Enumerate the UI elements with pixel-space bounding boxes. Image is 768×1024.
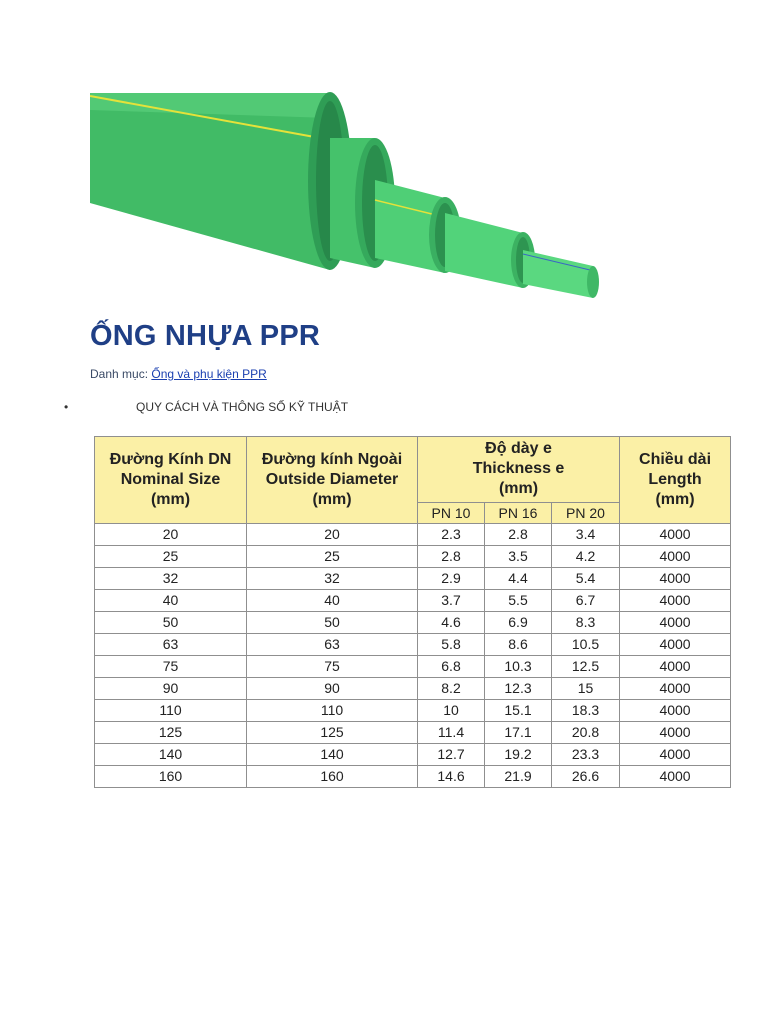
table-cell: 15.1: [485, 700, 552, 722]
table-cell: 4000: [620, 634, 731, 656]
spec-table-body: [95, 524, 731, 788]
table-cell: 90: [95, 678, 247, 700]
header-line: (mm): [150, 491, 191, 508]
table-row: [95, 568, 731, 590]
table-row: [95, 656, 731, 678]
table-cell: 110: [247, 700, 418, 722]
table-cell: 4.6: [418, 612, 485, 634]
header-length: [620, 437, 731, 524]
table-cell: 8.2: [418, 678, 485, 700]
header-line: (mm): [655, 491, 695, 508]
table-cell: 4000: [620, 700, 731, 722]
header-line: Đường kính Ngoài: [261, 451, 403, 468]
header-line: (mm): [312, 491, 352, 508]
table-cell: 3.4: [552, 524, 620, 546]
table-cell: 11.4: [418, 722, 485, 744]
table-cell: 20: [95, 524, 247, 546]
table-row: [95, 766, 731, 788]
table-cell: 8.3: [552, 612, 620, 634]
table-cell: 2.8: [418, 546, 485, 568]
table-cell: 12.5: [552, 656, 620, 678]
header-line: (mm): [498, 480, 539, 498]
header-line: Thickness e: [472, 460, 565, 478]
table-row: [95, 546, 731, 568]
table-cell: 19.2: [485, 744, 552, 766]
table-cell: 40: [247, 590, 418, 612]
table-cell: 160: [95, 766, 247, 788]
table-cell: 5.5: [485, 590, 552, 612]
header-outside-diameter: [247, 437, 418, 524]
table-cell: 6.9: [485, 612, 552, 634]
header-line: Nominal Size: [120, 471, 221, 488]
pipes-image: [90, 88, 600, 308]
table-row: [95, 612, 731, 634]
table-cell: 4000: [620, 766, 731, 788]
table-cell: 3.7: [418, 590, 485, 612]
table-row: [95, 634, 731, 656]
table-cell: 4000: [620, 568, 731, 590]
category-prefix: Danh mục:: [90, 367, 152, 381]
category-line: [90, 367, 267, 381]
table-row: [95, 744, 731, 766]
table-cell: 23.3: [552, 744, 620, 766]
table-cell: 15: [552, 678, 620, 700]
table-cell: 32: [95, 568, 247, 590]
table-cell: 4000: [620, 612, 731, 634]
table-cell: 63: [95, 634, 247, 656]
header-pn16: PN 16: [485, 502, 552, 523]
category-link[interactable]: Ống và phụ kiện PPR: [151, 367, 267, 381]
table-cell: 18.3: [552, 700, 620, 722]
table-cell: 12.7: [418, 744, 485, 766]
table-cell: 20.8: [552, 722, 620, 744]
header-line: Outside Diameter: [265, 471, 399, 488]
table-cell: 14.6: [418, 766, 485, 788]
table-cell: 4000: [620, 546, 731, 568]
table-cell: 25: [247, 546, 418, 568]
table-cell: 10: [418, 700, 485, 722]
header-line: Length: [648, 471, 702, 488]
table-cell: 110: [95, 700, 247, 722]
table-row: [95, 590, 731, 612]
header-line: Đường Kính DN: [109, 451, 232, 468]
table-cell: 90: [247, 678, 418, 700]
table-cell: 20: [247, 524, 418, 546]
table-cell: 4000: [620, 744, 731, 766]
table-cell: 10.3: [485, 656, 552, 678]
table-cell: 63: [247, 634, 418, 656]
table-cell: 140: [95, 744, 247, 766]
table-cell: 2.8: [485, 524, 552, 546]
table-row: [95, 722, 731, 744]
table-row: [95, 678, 731, 700]
table-cell: 4000: [620, 722, 731, 744]
bullet-dot: •: [64, 400, 69, 414]
table-cell: 4.4: [485, 568, 552, 590]
page-title: ỐNG NHỰA PPR: [90, 320, 321, 352]
header-pn20: PN 20: [552, 502, 620, 523]
header-nominal-size: [95, 437, 247, 524]
table-cell: 3.5: [485, 546, 552, 568]
table-cell: 6.7: [552, 590, 620, 612]
table-cell: 4000: [620, 678, 731, 700]
header-line: Độ dày e: [485, 440, 552, 458]
spec-table: [94, 436, 731, 788]
table-cell: 50: [247, 612, 418, 634]
header-thickness: [418, 437, 620, 503]
table-cell: 25: [95, 546, 247, 568]
table-cell: 160: [247, 766, 418, 788]
table-cell: 4000: [620, 656, 731, 678]
table-cell: 8.6: [485, 634, 552, 656]
table-cell: 5.8: [418, 634, 485, 656]
section-heading: QUY CÁCH VÀ THÔNG SỐ KỸ THUẬT: [136, 400, 349, 414]
table-cell: 125: [95, 722, 247, 744]
table-cell: 26.6: [552, 766, 620, 788]
table-row: [95, 524, 731, 546]
table-cell: 50: [95, 612, 247, 634]
table-cell: 4000: [620, 590, 731, 612]
table-cell: 4.2: [552, 546, 620, 568]
table-cell: 4000: [620, 524, 731, 546]
table-cell: 10.5: [552, 634, 620, 656]
table-cell: 2.3: [418, 524, 485, 546]
table-cell: 2.9: [418, 568, 485, 590]
table-cell: 6.8: [418, 656, 485, 678]
table-cell: 40: [95, 590, 247, 612]
header-pn10: PN 10: [418, 502, 485, 523]
table-cell: 32: [247, 568, 418, 590]
table-cell: 5.4: [552, 568, 620, 590]
table-cell: 12.3: [485, 678, 552, 700]
table-cell: 21.9: [485, 766, 552, 788]
table-cell: 140: [247, 744, 418, 766]
table-cell: 17.1: [485, 722, 552, 744]
table-cell: 75: [95, 656, 247, 678]
table-row: [95, 700, 731, 722]
table-cell: 75: [247, 656, 418, 678]
header-line: Chiều dài: [639, 451, 712, 468]
table-cell: 125: [247, 722, 418, 744]
